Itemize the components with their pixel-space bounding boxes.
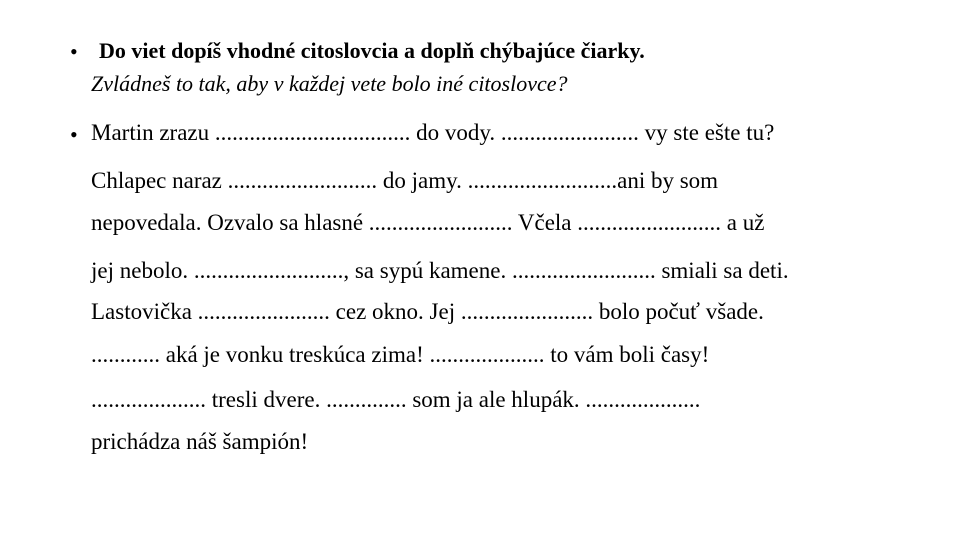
exercise-line-5: Lastovička ....................... cez okno. Jej ....................... bolo počuť všade. [91,299,764,324]
bullet-icon: • [70,39,78,64]
exercise-line-8: prichádza náš šampión! [91,429,309,454]
exercise-line-2: Chlapec naraz .......................... do jamy. ..........................ani by som [91,168,719,193]
exercise-line-1: Martin zrazu .................................. do vody. ........................ vy ste ešte tu? [91,120,775,145]
exercise-line-4: jej nebolo. .........................., sa sypú kamene. ......................... smiali sa deti. [91,258,789,283]
instruction-subtitle: Zvládneš to tak, aby v každej vete bolo iné citoslovce? [91,71,568,96]
instruction-title: Do viet dopíš vhodné citoslovcia a doplň chýbajúce čiarky. [99,38,645,63]
exercise-line-7: .................... tresli dvere. .............. som ja ale hlupák. .................... [91,387,701,412]
exercise-line-3: nepovedala. Ozvalo sa hlasné ......................... Včela ......................... a už [91,210,765,235]
bullet-icon: • [70,122,78,147]
exercise-line-6: ............ aká je vonku treskúca zima! .................... to vám boli časy! [91,342,710,367]
